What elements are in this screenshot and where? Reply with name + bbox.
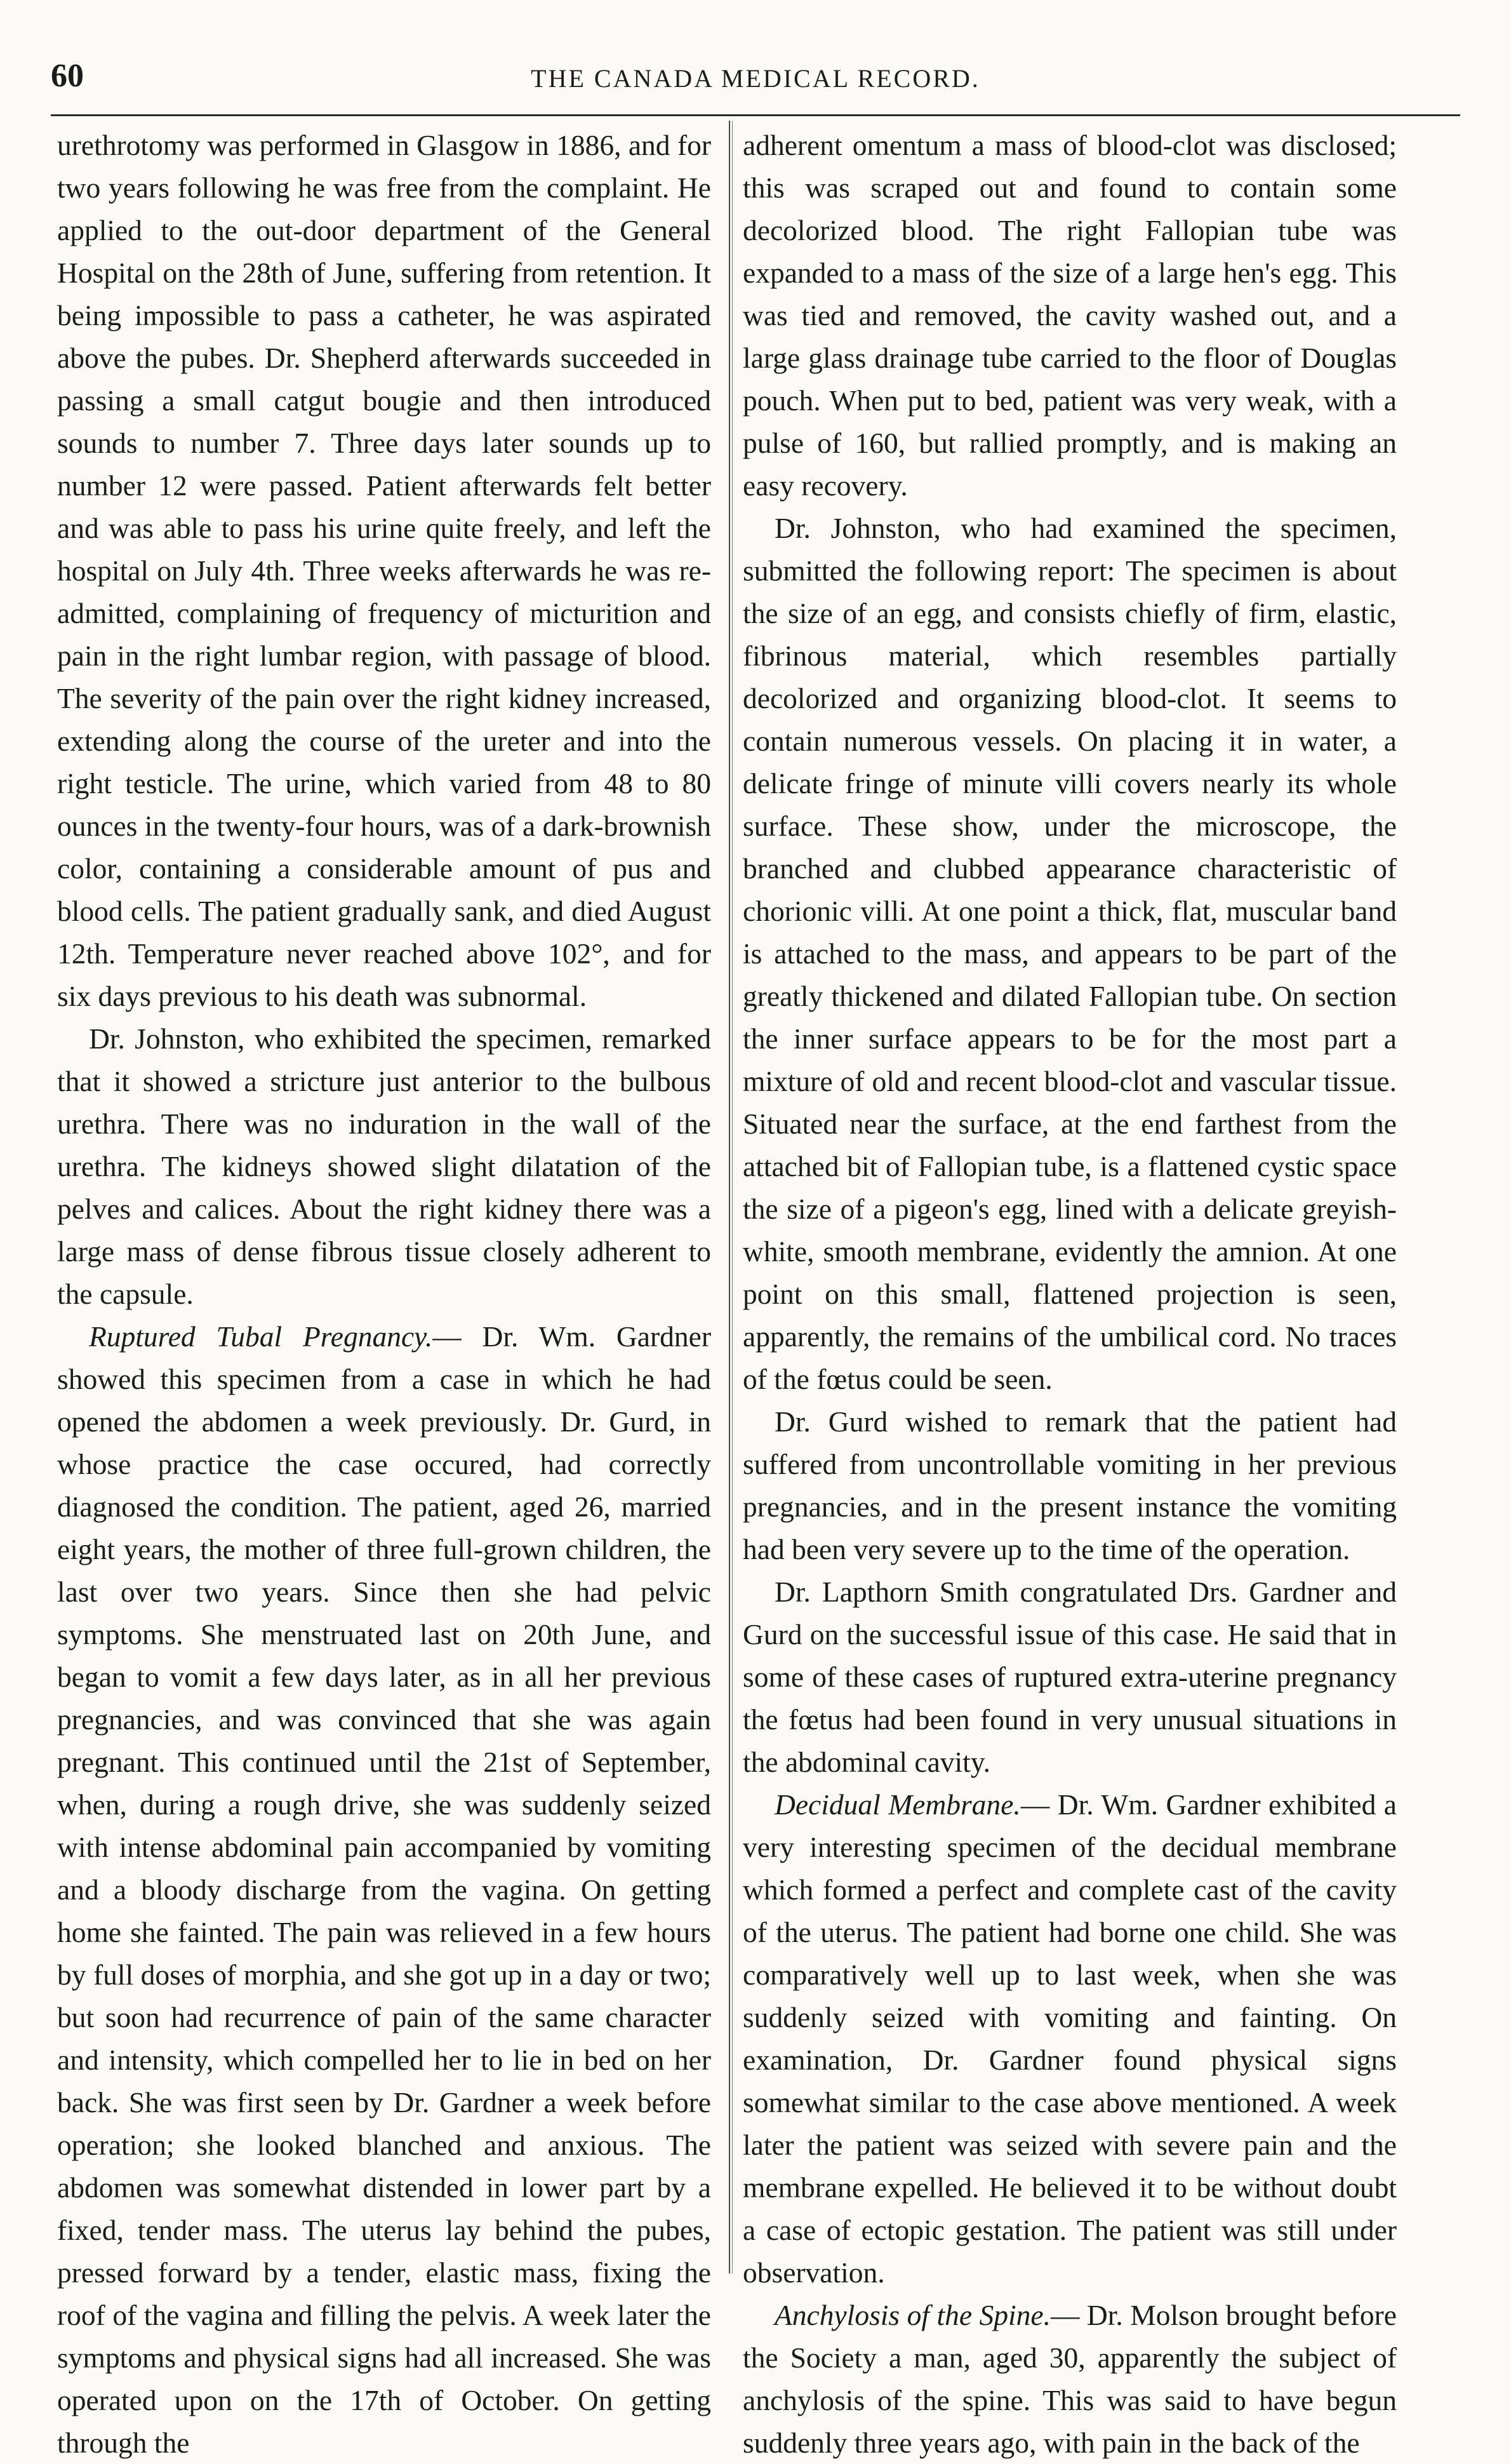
header-rule: [51, 114, 1460, 116]
section-title-anchylosis: Anchylosis of the Spine.: [775, 2299, 1051, 2331]
paragraph-anchylosis-spine: [743, 2294, 1397, 2464]
section-title-decidual: Decidual Membrane.: [775, 1788, 1021, 1821]
paragraph-urethrotomy-case: urethrotomy was performed in Glasgow in 1886, and for two years following he was free from the complaint. He applied to the out-door department of the General Hospital on the 28th of June, suffering from retention. It being impossible to pass a catheter, he was aspirated above the pubes. Dr. Shepherd afterwards succeeded in passing a small catgut bougie and then introduced sounds to number 7. Three days later sounds up to number 12 were passed. Patient afterwards felt better and was able to pass his urine quite freely, and left the hospital on July 4th. Three weeks afterwards he was re-admitted, complaining of frequency of micturition and pain in the right lumbar region, with passage of blood. The severity of the pain over the right kidney increased, extending along the course of the ureter and into the right testicle. The urine, which varied from 48 to 80 ounces in the twenty-four hours, was of a dark-brownish color, containing a considerable amount of pus and blood cells. The patient gradually sank, and died August 12th. Temperature never reached above 102°, and for six days previous to his death was subnormal.: [57, 129, 711, 1012]
running-title: THE CANADA MEDICAL RECORD.: [531, 64, 980, 93]
section-text-anchylosis: — Dr. Molson brought before the Society a man, aged 30, apparently the subject of anchylosis of the spine. This was said to have begun suddenly three years ago, with pain in the back of the: [743, 2299, 1397, 2459]
left-column: [57, 124, 711, 2459]
section-text-ruptured-tubal: — Dr. Wm. Gardner showed this specimen from a case in which he had opened the abdomen a week previously. Dr. Gurd, in whose practice the case occured, had correctly diagnosed the condition. The patient, aged 26, married eight years, the mother of three full-grown children, the last over two years. Since then she had pelvic symptoms. She menstruated last on 20th June, and began to vomit a few days later, as in all her previous pregnancies, and was convinced that she was again pregnant. This continued until the 21st of September, when, during a rough drive, she was suddenly seized with intense abdominal pain accompanied by vomiting and a bloody discharge from the vagina. On getting home she fainted. The pain was relieved in a few hours by full doses of morphia, and she got up in a day or two; but soon had recurrence of pain of the same character and intensity, which compelled her to lie in bed on her back. She was first seen by Dr. Gardner a week before operation; she looked blanched and anxious. The abdomen was somewhat distended in lower part by a fixed, tender mass. The uterus lay behind the pubes, pressed forward by a tender, elastic mass, fixing the roof of the vagina and filling the pelvis. A week later the symptoms and physical signs had all increased. She was operated upon on the 17th of October. On getting through the: [57, 1320, 711, 2459]
right-column: [743, 124, 1397, 2459]
section-text-decidual: — Dr. Wm. Gardner exhibited a very interesting specimen of the decidual membrane which formed a perfect and complete cast of the cavity of the uterus. The patient had borne one child. She was comparatively well up to last week, when she was suddenly seized with vomiting and fainting. On examination, Dr. Gardner found physical signs somewhat similar to the case above mentioned. A week later the patient was seized with severe pain and the membrane expelled. He believed it to be without doubt a case of ectopic gestation. The patient was still under observation.: [743, 1788, 1397, 2289]
paragraph-gurd-remark: Dr. Gurd wished to remark that the patient had suffered from uncontrollable vomiting in her previous pregnancies, and in the present instance the vomiting had been very severe up to the time of the operation.: [743, 1405, 1397, 1565]
paragraph-ruptured-tubal-pregnancy: [57, 1315, 711, 2464]
section-title-ruptured-tubal: Ruptured Tubal Pregnancy.: [89, 1320, 433, 1353]
paragraph-decidual-membrane: [743, 1783, 1397, 2294]
page-number: 60: [51, 58, 84, 94]
paragraph-operation-continued: adherent omentum a mass of blood-clot was disclosed; this was scraped out and found to contain some decolorized blood. The right Fallopian tube was expanded to a mass of the size of a large hen's egg. This was tied and removed, the cavity washed out, and a large glass drainage tube carried to the floor of Douglas pouch. When put to bed, patient was very weak, with a pulse of 160, but rallied promptly, and is making an easy recovery.: [743, 129, 1397, 502]
paragraph-johnston-remarks: Dr. Johnston, who exhibited the specimen, remarked that it showed a stricture just anterior to the bulbous urethra. There was no induration in the wall of the urethra. The kidneys showed slight dilatation of the pelves and calices. About the right kidney there was a large mass of dense fibrous tissue closely adherent to the capsule.: [57, 1022, 711, 1310]
column-divider: [729, 121, 730, 2273]
paragraph-johnston-report: Dr. Johnston, who had examined the specimen, submitted the following report: The specimen is about the size of an egg, and consists chiefly of firm, elastic, fibrinous material, which resembles partially decolorized and organizing blood-clot. It seems to contain numerous vessels. On placing it in water, a delicate fringe of minute villi covers nearly its whole surface. These show, under the microscope, the branched and clubbed appearance characteristic of chorionic villi. At one point a thick, flat, muscular band is attached to the mass, and appears to be part of the greatly thickened and dilated Fallopian tube. On section the inner surface appears to be for the most part a mixture of old and recent blood-clot and vascular tissue. Situated near the surface, at the end farthest from the attached bit of Fallopian tube, is a flattened cystic space the size of a pigeon's egg, lined with a delicate greyish-white, smooth membrane, evidently the amnion. At one point on this small, flattened projection is seen, apparently, the remains of the umbilical cord. No traces of the fœtus could be seen.: [743, 512, 1397, 1395]
column-divider-inner: [732, 121, 733, 2273]
paragraph-lapthorn-smith: Dr. Lapthorn Smith congratulated Drs. Gardner and Gurd on the successful issue of this case. He said that in some of these cases of ruptured extra-uterine pregnancy the fœtus had been found in very unusual situations in the abdominal cavity.: [743, 1576, 1397, 1778]
page-header: [25, 19, 1486, 114]
